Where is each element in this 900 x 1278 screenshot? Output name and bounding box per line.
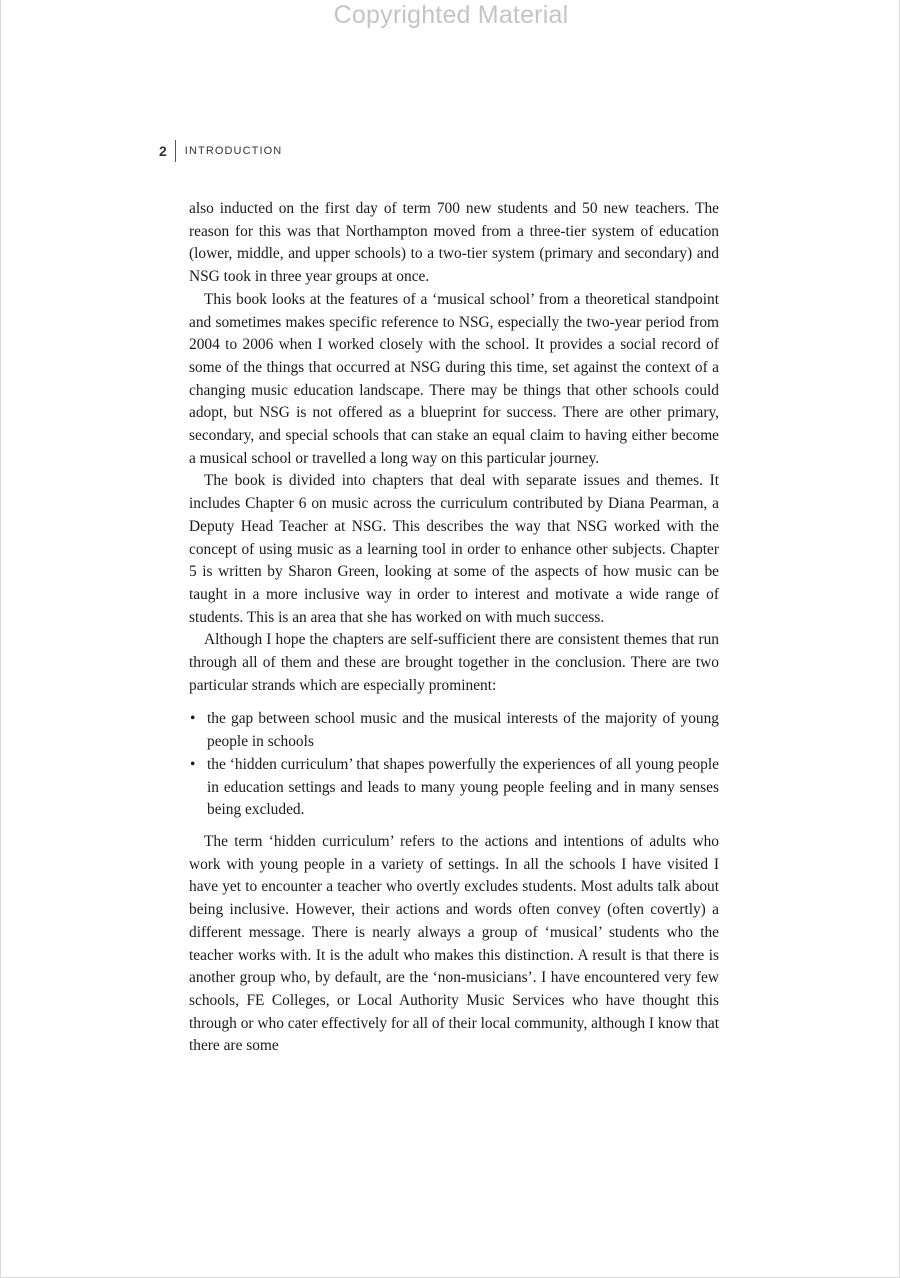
running-header	[159, 140, 282, 162]
list-item-text: the gap between school music and the musical interests of the majority of young people in schools	[207, 710, 719, 751]
paragraph: This book looks at the features of a ‘musical school’ from a theoretical standpoint and sometimes makes specific reference to NSG, especially the two-year period from 2004 to 2006 when I worked closely with the school. It provides a social record of some of the things that occurred at NSG during this time, set against the context of a changing music education landscape. There may be things that other schools could adopt, but NSG is not offered as a blueprint for success. There are other primary, secondary, and special schools that can stake an equal claim to having either become a musical school or travelled a long way on this particular journey.	[189, 290, 719, 467]
section-title: INTRODUCTION	[184, 145, 283, 157]
page-number: 2	[159, 143, 167, 159]
header-divider	[175, 140, 176, 162]
paragraph: Although I hope the chapters are self-sufficient there are consistent themes that run through all of them and these are brought together in the conclusion. There are two particular strands which are especially prominent:	[189, 631, 719, 694]
list-item	[189, 708, 719, 753]
paragraph: also inducted on the first day of term 700 new students and 50 new teachers. The reason for this was that Northampton moved from a three-tier system of education (lower, middle, and upper schools) to a two-tier system (primary and secondary) and NSG took in three year groups at once.	[189, 200, 719, 286]
bullet-list	[189, 708, 719, 822]
paragraph: The book is divided into chapters that deal with separate issues and themes. It includes Chapter 6 on music across the curriculum contributed by Diana Pearman, a Deputy Head Teacher at NSG. This describes the way that NSG worked with the concept of using music as a learning tool in order to enhance other subjects. Chapter 5 is written by Sharon Green, looking at some of the aspects of how music can be taught in a more inclusive way in order to interest and motivate a wide range of students. This is an area that she has worked on with much success.	[189, 472, 719, 626]
body-text	[189, 198, 719, 1058]
list-item	[189, 754, 719, 822]
list-item-text: the ‘hidden curriculum’ that shapes powerfully the experiences of all young people in education settings and leads to many young people feeling and in many senses being excluded.	[207, 755, 719, 819]
bullet-icon: •	[190, 710, 196, 728]
bullet-icon: •	[190, 755, 196, 773]
copyright-watermark: Copyrighted Material	[333, 1, 569, 29]
paragraph: The term ‘hidden curriculum’ refers to the actions and intentions of adults who work with young people in a variety of settings. In all the schools I have visited I have yet to encounter a teacher who overtly excludes students. Most adults talk about being inclusive. However, their actions and words often convey (often covertly) a different message. There is nearly always a group of ‘musical’ students who the teacher works with. It is the adult who makes this distinction. A result is that there is another group who, by default, are the ‘non-musicians’. I have encountered very few schools, FE Colleges, or Local Authority Music Services who have thought this through or who cater effectively for all of their local community, although I know that there are some	[189, 832, 719, 1055]
